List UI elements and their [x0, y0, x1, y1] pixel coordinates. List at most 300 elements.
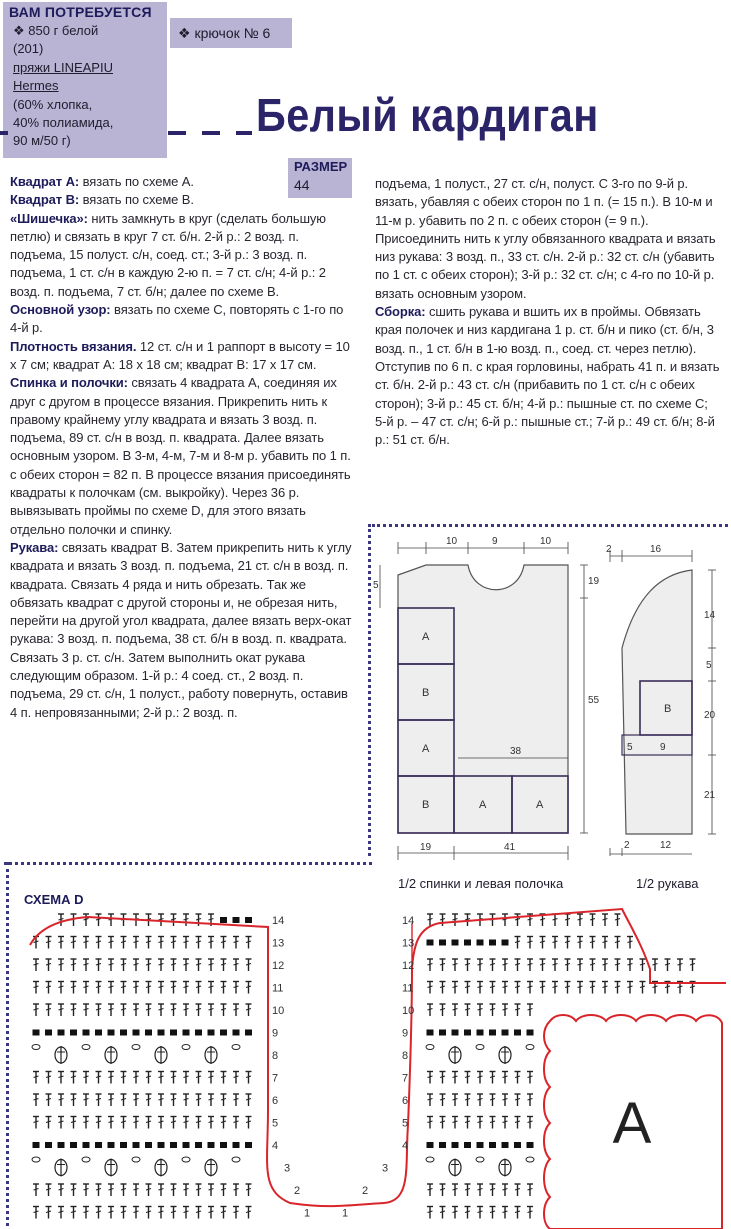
chain-stitch-symbol: [427, 940, 434, 946]
stitch-symbol: [121, 1072, 127, 1084]
stitch-symbol: [652, 959, 658, 971]
stitch-symbol: [96, 982, 102, 994]
stitch-symbol: [171, 1184, 177, 1196]
stitch-symbol: [183, 1094, 189, 1106]
stitch-symbol: [565, 959, 571, 971]
stitch-symbol: [121, 1207, 127, 1219]
stitch-symbol: [515, 1207, 521, 1219]
stitch-symbol: [440, 1207, 446, 1219]
stitch-symbol: [515, 1184, 521, 1196]
dimension-label: 10: [446, 536, 458, 547]
stitch-symbol: [427, 914, 433, 926]
stitch-symbol: [46, 1072, 52, 1084]
row-number-right: 13: [402, 937, 415, 950]
stitch-symbol: [171, 1094, 177, 1106]
req-line: (201): [13, 41, 44, 57]
puff-stitch-symbol: [155, 1159, 167, 1177]
stitch-symbol: [602, 982, 608, 994]
row-number-right: 9: [402, 1027, 409, 1040]
puff-stitch-symbol: [105, 1159, 117, 1177]
stitch-symbol: [221, 1117, 227, 1129]
stitch-symbol: [490, 1004, 496, 1016]
stitch-symbol: [71, 1184, 77, 1196]
chain-stitch-symbol: [120, 1142, 127, 1148]
row-number-left: 12: [272, 960, 285, 972]
stitch-symbol: [221, 1184, 227, 1196]
stitch-symbol: [46, 959, 52, 971]
paragraph: «Шишечка»: нить замкнуть в круг (сделать большую петлю) и связать в круг 7 ст. б/н. 2-й р.: 2 возд. п. подъема, 15 полуст. с/н, соед. ст.; 3-й р.: 3 возд. п. подъема, 1 ст. с/н в каждую 2-ю п. = 7 ст. с/н; 4-й р.: 2 возд. п. подъема, 7 ст. б/н; далее по схеме В.: [10, 210, 326, 299]
stitch-symbol: [108, 1184, 114, 1196]
stitch-symbol: [502, 1117, 508, 1129]
row-number-left: 4: [272, 1140, 279, 1152]
stitch-symbol: [83, 1094, 89, 1106]
stitch-symbol: [221, 959, 227, 971]
requirements-box: [3, 2, 167, 158]
stitch-symbol: [440, 1004, 446, 1016]
stitch-symbol: [83, 982, 89, 994]
chain-stitch-symbol: [208, 1142, 215, 1148]
stitch-symbol: [58, 1072, 64, 1084]
loop-symbol: [132, 1157, 140, 1162]
stitch-symbol: [527, 937, 533, 949]
stitch-symbol: [490, 1184, 496, 1196]
stitch-symbol: [196, 937, 202, 949]
row-number-left: 2: [294, 1185, 301, 1197]
stitch-symbol: [83, 1072, 89, 1084]
chain-stitch-symbol: [83, 1142, 90, 1148]
dimension-label: 10: [540, 536, 552, 547]
stitch-symbol: [465, 1094, 471, 1106]
stitch-symbol: [565, 914, 571, 926]
chain-stitch-symbol: [133, 1030, 140, 1036]
stitch-symbol: [171, 1072, 177, 1084]
loop-symbol: [182, 1045, 190, 1050]
row-number-left: 1: [304, 1207, 311, 1220]
chain-stitch-symbol: [477, 1030, 484, 1036]
stitch-symbol: [46, 1184, 52, 1196]
paragraph: Основной узор: вязать по схеме С, повторять с 1-го по 4-й р.: [10, 302, 344, 336]
chain-stitch-symbol: [489, 940, 496, 946]
chain-stitch-symbol: [439, 1142, 446, 1148]
dimension-label: 14: [704, 610, 716, 621]
stitch-symbol: [158, 1094, 164, 1106]
chain-stitch-symbol: [233, 1142, 240, 1148]
stitch-symbol: [515, 982, 521, 994]
stitch-symbol: [133, 1117, 139, 1129]
stitch-symbol: [690, 959, 696, 971]
dimension-label: 5: [373, 580, 379, 591]
page-title: Белый кардиган: [256, 89, 599, 141]
stitch-symbol: [246, 937, 252, 949]
req-line: (60% хлопка,: [13, 96, 93, 112]
stitch-symbol: [440, 1094, 446, 1106]
stitch-symbol: [552, 982, 558, 994]
stitch-symbol: [46, 1094, 52, 1106]
chain-stitch-symbol: [158, 1030, 165, 1036]
loop-symbol: [426, 1045, 434, 1050]
stitch-symbol: [427, 1094, 433, 1106]
chain-stitch-symbol: [452, 940, 459, 946]
stitch-symbol: [502, 1184, 508, 1196]
loop-symbol: [82, 1045, 90, 1050]
stitch-symbol: [71, 1094, 77, 1106]
stitch-symbol: [96, 914, 102, 926]
row-number-right: 6: [402, 1095, 409, 1107]
stitch-symbol: [452, 982, 458, 994]
dimension-label: 12: [660, 840, 672, 851]
dimension-label: 16: [650, 544, 662, 555]
chain-stitch-symbol: [527, 1142, 534, 1148]
chain-stitch-symbol: [95, 1142, 102, 1148]
chain-stitch-symbol: [427, 1030, 434, 1036]
paragraph: Квадрат В: вязать по схеме В.: [10, 192, 194, 208]
chain-stitch-symbol: [70, 1030, 77, 1036]
stitch-symbol: [565, 937, 571, 949]
row-number-left: 10: [272, 1005, 285, 1017]
stitch-symbol: [502, 982, 508, 994]
stitch-symbol: [515, 1117, 521, 1129]
stitch-symbol: [540, 982, 546, 994]
square-label: A: [422, 631, 430, 643]
stitch-symbol: [540, 937, 546, 949]
stitch-symbol: [108, 1207, 114, 1219]
stitch-symbol: [158, 1004, 164, 1016]
stitch-symbol: [146, 1207, 152, 1219]
stitch-symbol: [96, 1004, 102, 1016]
stitch-symbol: [71, 1117, 77, 1129]
chain-stitch-symbol: [439, 1030, 446, 1036]
puff-stitch-symbol: [449, 1046, 461, 1064]
stitch-symbol: [83, 914, 89, 926]
dimension-label: 38: [510, 746, 522, 757]
stitch-symbol: [133, 1004, 139, 1016]
stitch-symbol: [71, 1004, 77, 1016]
chain-stitch-symbol: [195, 1142, 202, 1148]
loop-symbol: [232, 1157, 240, 1162]
stitch-symbol: [196, 1184, 202, 1196]
stitch-symbol: [490, 1117, 496, 1129]
stitch-symbol: [477, 959, 483, 971]
stitch-symbol: [221, 1004, 227, 1016]
dotted-separator: [372, 524, 728, 527]
stitch-symbol: [146, 982, 152, 994]
requirements-list: [13, 22, 113, 151]
paragraph: Плотность вязания. 12 ст. с/н и 1 раппорт в высоту = 10 х 7 см; квадрат А: 18 х 18 см; квадрат В: 17 х 17 см.: [10, 338, 350, 372]
stitch-symbol: [196, 1004, 202, 1016]
stitch-symbol: [502, 1207, 508, 1219]
stitch-symbol: [440, 1072, 446, 1084]
stitch-symbol: [452, 1117, 458, 1129]
dimension-label: 5: [706, 660, 712, 671]
stitch-symbol: [615, 959, 621, 971]
stitch-symbol: [108, 937, 114, 949]
stitch-symbol: [96, 959, 102, 971]
stitch-symbol: [33, 959, 39, 971]
req-line: ❖ 850 г белой: [13, 23, 99, 38]
stitch-symbol: [246, 1004, 252, 1016]
stitch-symbol: [427, 1184, 433, 1196]
stitch-symbol: [146, 1004, 152, 1016]
stitch-symbol: [83, 1004, 89, 1016]
puff-stitch-symbol: [449, 1159, 461, 1177]
stitch-symbol: [527, 959, 533, 971]
paragraph: Квадрат А: вязать по схеме А.: [10, 174, 194, 189]
row-number-left: 6: [272, 1095, 279, 1107]
chain-stitch-symbol: [245, 917, 252, 923]
req-line: 90 м/50 г): [13, 133, 71, 149]
row-number-left: 8: [272, 1050, 279, 1062]
stitch-symbol: [171, 914, 177, 926]
stitch-symbol: [233, 982, 239, 994]
row-number-right: 2: [362, 1185, 369, 1197]
stitch-symbol: [221, 1072, 227, 1084]
stitch-symbol: [96, 937, 102, 949]
stitch-symbol: [246, 1094, 252, 1106]
stitch-symbol: [33, 1184, 39, 1196]
title-dash: [202, 131, 220, 135]
stitch-symbol: [552, 914, 558, 926]
chain-stitch-symbol: [220, 1142, 227, 1148]
stitch-symbol: [627, 982, 633, 994]
stitch-symbol: [527, 1094, 533, 1106]
puff-stitch-symbol: [55, 1046, 67, 1064]
stitch-symbol: [440, 1117, 446, 1129]
stitch-symbol: [133, 1094, 139, 1106]
stitch-symbol: [527, 1004, 533, 1016]
chain-stitch-symbol: [70, 1142, 77, 1148]
chain-stitch-symbol: [233, 917, 240, 923]
stitch-symbol: [221, 937, 227, 949]
square-label: A: [422, 743, 430, 755]
row-number-right: 5: [402, 1117, 409, 1130]
stitch-symbol: [146, 937, 152, 949]
stitch-symbol: [233, 937, 239, 949]
stitch-symbol: [196, 1117, 202, 1129]
puff-stitch-symbol: [55, 1159, 67, 1177]
stitch-symbol: [146, 1117, 152, 1129]
stitch-symbol: [602, 914, 608, 926]
req-line: Hermes: [13, 78, 59, 94]
stitch-symbol: [465, 1207, 471, 1219]
chain-stitch-symbol: [108, 1142, 115, 1148]
chain-stitch-symbol: [170, 1142, 177, 1148]
dimension-label: 5: [627, 742, 633, 753]
stitch-symbol: [577, 914, 583, 926]
stitch-symbol: [502, 959, 508, 971]
dimension-label: 9: [492, 536, 498, 547]
chain-stitch-symbol: [108, 1030, 115, 1036]
stitch-symbol: [146, 959, 152, 971]
stitch-symbol: [515, 1094, 521, 1106]
stitch-symbol: [121, 1117, 127, 1129]
chain-stitch-symbol: [245, 1142, 252, 1148]
stitch-symbol: [71, 982, 77, 994]
stitch-symbol: [477, 1184, 483, 1196]
stitch-symbol: [477, 982, 483, 994]
row-number-right: 4: [402, 1140, 409, 1152]
stitch-symbol: [590, 914, 596, 926]
stitch-symbol: [196, 1072, 202, 1084]
stitch-symbol: [46, 1207, 52, 1219]
chain-stitch-symbol: [183, 1142, 190, 1148]
stitch-symbol: [208, 959, 214, 971]
chain-stitch-symbol: [45, 1142, 52, 1148]
stitch-symbol: [196, 982, 202, 994]
stitch-symbol: [133, 937, 139, 949]
stitch-symbol: [196, 959, 202, 971]
stitch-symbol: [58, 959, 64, 971]
stitch-symbol: [171, 937, 177, 949]
stitch-symbol: [590, 982, 596, 994]
stitch-symbol: [221, 982, 227, 994]
stitch-symbol: [502, 1004, 508, 1016]
stitch-symbol: [527, 1072, 533, 1084]
row-number-left: 7: [272, 1072, 279, 1085]
stitch-symbol: [133, 1184, 139, 1196]
stitch-symbol: [208, 1072, 214, 1084]
chain-stitch-symbol: [83, 1030, 90, 1036]
row-number-left: 5: [272, 1117, 279, 1130]
stitch-symbol: [108, 1072, 114, 1084]
stitch-symbol: [208, 1117, 214, 1129]
stitch-symbol: [233, 1004, 239, 1016]
paragraph: подъема, 1 полуст., 27 ст. с/н, полуст. С 3-го по 9-й р. вязать, убавляя с обеих сторон по 1 п. (= 15 п.). В 10-м и 11-м р. убавить по 2 п. с обеих сторон (= 9 п.). Присоединить нить к углу обвязанного квадрата и вязать низ рукава: 3 возд. п., 33 ст. с/н. 2-й р.: 32 ст. с/н (убавить по 1 ст. с обеих сторон); 3-й р.: 32 ст. с/н; с 4-го по 10-й р. вязать основным узором.: [375, 176, 716, 301]
stitch-symbol: [246, 1207, 252, 1219]
stitch-symbol: [171, 1117, 177, 1129]
stitch-symbol: [515, 1004, 521, 1016]
dimension-label: 9: [660, 742, 666, 753]
stitch-symbol: [615, 914, 621, 926]
square-label: A: [479, 799, 487, 811]
stitch-symbol: [183, 1184, 189, 1196]
loop-symbol: [32, 1157, 40, 1162]
stitch-symbol: [121, 937, 127, 949]
stitch-symbol: [246, 1117, 252, 1129]
stitch-symbol: [440, 1184, 446, 1196]
stitch-symbol: [540, 959, 546, 971]
sleeve-pattern-caption: 1/2 рукава: [636, 876, 699, 891]
stitch-symbol: [452, 1004, 458, 1016]
stitch-symbol: [108, 914, 114, 926]
stitch-symbol: [208, 1004, 214, 1016]
chain-stitch-symbol: [502, 1142, 509, 1148]
dimension-label: 2: [606, 544, 612, 555]
chain-stitch-symbol: [233, 1030, 240, 1036]
dimension-label: 55: [588, 695, 600, 706]
stitch-symbol: [146, 1094, 152, 1106]
chain-stitch-symbol: [33, 1030, 40, 1036]
chain-stitch-symbol: [489, 1142, 496, 1148]
chain-stitch-symbol: [427, 1142, 434, 1148]
hook-box: ❖ крючок № 6: [170, 18, 292, 48]
chain-stitch-symbol: [477, 940, 484, 946]
stitch-symbol: [83, 1207, 89, 1219]
stitch-symbol: [108, 1117, 114, 1129]
stitch-symbol: [33, 1207, 39, 1219]
stitch-symbol: [515, 959, 521, 971]
stitch-symbol: [108, 959, 114, 971]
stitch-symbol: [246, 1184, 252, 1196]
row-number-right: 11: [402, 982, 414, 995]
square-label: B: [422, 799, 430, 811]
stitch-symbol: [465, 1184, 471, 1196]
stitch-symbol: [602, 959, 608, 971]
stitch-symbol: [33, 982, 39, 994]
stitch-symbol: [33, 1004, 39, 1016]
stitch-symbol: [502, 1094, 508, 1106]
stitch-symbol: [208, 937, 214, 949]
stitch-symbol: [502, 914, 508, 926]
size-value: 44: [294, 177, 310, 193]
chain-stitch-symbol: [183, 1030, 190, 1036]
stitch-symbol: [208, 1094, 214, 1106]
stitch-symbol: [477, 1004, 483, 1016]
stitch-symbol: [627, 959, 633, 971]
stitch-symbol: [590, 959, 596, 971]
stitch-symbol: [171, 959, 177, 971]
stitch-symbol: [527, 1117, 533, 1129]
stitch-symbol: [146, 1072, 152, 1084]
stitch-symbol: [58, 914, 64, 926]
loop-symbol: [132, 1045, 140, 1050]
stitch-symbol: [71, 959, 77, 971]
stitch-symbol: [183, 937, 189, 949]
row-number-left: 9: [272, 1027, 279, 1040]
chain-stitch-symbol: [514, 1142, 521, 1148]
body-pattern-caption: 1/2 спинки и левая полочка: [398, 876, 564, 891]
stitch-symbol: [196, 1094, 202, 1106]
row-number-left: 14: [272, 915, 285, 927]
dotted-separator: [4, 862, 372, 865]
stitch-symbol: [490, 959, 496, 971]
stitch-symbol: [46, 1117, 52, 1129]
paragraph: Спинка и полочки: связать 4 квадрата А, соединяя их друг с другом в процессе вязания. Прикрепить нить к правому крайнему углу квадрата и вязать 3 возд. п. подъема, 89 ст. с/н в возд. п. квадрата. Далее вязать основным узором. В 3-м, 4-м, 7-м и 8-м р. убавить по 1 п. с обеих сторон = 82 п. В процессе вязания присоединять квадраты к полочкам (см. выкройку). Через 36 р. вывязывать проймы по схеме D, для этого вязать отдельно полочки и спинку.: [10, 375, 351, 537]
chain-stitch-symbol: [477, 1142, 484, 1148]
stitch-symbol: [58, 1117, 64, 1129]
req-line: пряжи LINEAPIU: [13, 59, 113, 75]
chain-stitch-symbol: [514, 1030, 521, 1036]
row-number-right: 1: [342, 1207, 349, 1220]
stitch-symbol: [527, 1184, 533, 1196]
dimension-label: 2: [624, 840, 630, 851]
stitch-symbol: [33, 1072, 39, 1084]
stitch-symbol: [83, 959, 89, 971]
stitch-symbol: [58, 1094, 64, 1106]
stitch-symbol: [58, 1184, 64, 1196]
stitch-symbol: [452, 1072, 458, 1084]
stitch-symbol: [452, 914, 458, 926]
chain-stitch-symbol: [58, 1030, 65, 1036]
stitch-symbol: [171, 1207, 177, 1219]
stitch-symbol: [108, 982, 114, 994]
chain-stitch-symbol: [195, 1030, 202, 1036]
chain-stitch-symbol: [464, 1142, 471, 1148]
stitch-symbol: [577, 959, 583, 971]
title-dash: [0, 131, 8, 135]
stitch-symbol: [477, 1094, 483, 1106]
stitch-symbol: [452, 1184, 458, 1196]
stitch-symbol: [171, 982, 177, 994]
stitch-symbol: [490, 982, 496, 994]
row-number-right: 12: [402, 960, 415, 972]
stitch-symbol: [427, 1004, 433, 1016]
stitch-symbol: [183, 1004, 189, 1016]
chain-stitch-symbol: [170, 1030, 177, 1036]
stitch-symbol: [233, 1072, 239, 1084]
stitch-symbol: [440, 959, 446, 971]
chain-stitch-symbol: [220, 917, 227, 923]
dotted-separator: [6, 862, 9, 1226]
